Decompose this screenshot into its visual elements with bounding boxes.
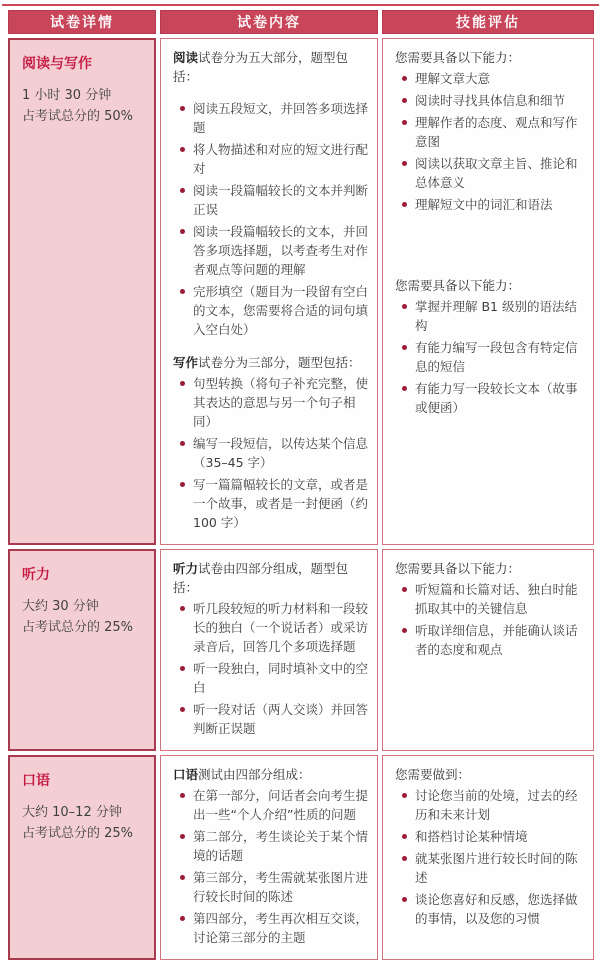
bullet-item: 有能力编写一段包含有特定信息的短信 (395, 338, 588, 376)
bullet-item: 听一段独白，同时填补文中的空白 (173, 659, 372, 697)
writing-content-block (173, 353, 372, 532)
block-lead: 口语 (173, 767, 199, 782)
bullet-item: 编写一段短信，以传达某个信息（35–45 字） (173, 434, 372, 472)
bullet-item: 听几段较短的听力材料和一段较长的独白（一个说话者）或采访录音后，回答几个多项选择题 (173, 599, 372, 656)
bullet-item: 理解作者的态度、观点和写作意图 (395, 113, 588, 151)
bullet-list (173, 374, 372, 532)
section-weight: 占考试总分的 25% (22, 826, 134, 841)
section-duration: 大约 10–12 分钟 (22, 805, 122, 820)
bullet-item: 阅读一段篇幅较长的文本并判断正误 (173, 181, 372, 219)
bullet-list (173, 99, 372, 339)
header-cell-skills-assessed: 技能评估 (382, 10, 594, 34)
bullet-item: 第二部分，考生谈论关于某个情境的话题 (173, 827, 372, 865)
content-cell-reading-writing (160, 38, 378, 545)
section-weight: 占考试总分的 25% (22, 620, 134, 635)
block-intro: 写作试卷分为三部分，题型包括： (173, 355, 361, 370)
block-intro: 您需要具备以下能力： (395, 278, 521, 293)
bullet-item: 阅读时寻找具体信息和细节 (395, 91, 588, 110)
skills-cell-reading-writing (382, 38, 594, 545)
bullet-item: 阅读一段篇幅较长的文本，并回答多项选择题，以考查考生对作者观点等问题的理解 (173, 222, 372, 279)
bullet-item: 听取详细信息，并能确认谈话者的态度和观点 (395, 621, 588, 659)
label-cell-reading-writing (8, 38, 156, 545)
bullet-item: 听一段对话（两人交谈）并回答判断正误题 (173, 700, 372, 738)
bullet-list (395, 69, 588, 214)
bullet-item: 句型转换（将句子补充完整，使其表达的意思与另一个句子相同） (173, 374, 372, 431)
section-title: 听力 (22, 567, 50, 583)
reading-skills-block (395, 48, 588, 214)
block-lead: 阅读 (173, 50, 199, 65)
header-row (8, 10, 594, 34)
bullet-item: 第三部分，考生需就某张图片进行较长时间的陈述 (173, 868, 372, 906)
bullet-item: 有能力写一段较长文本（故事或便函） (395, 379, 588, 417)
top-border-rule (2, 4, 599, 6)
bullet-list (395, 580, 588, 659)
bullet-item: 和搭档讨论某种情境 (395, 827, 588, 846)
bullet-item: 听短篇和长篇对话、独白时能抓取其中的关键信息 (395, 580, 588, 618)
bullet-item: 写一篇篇幅较长的文章，或者是一个故事，或者是一封便函（约 100 字） (173, 475, 372, 532)
label-cell-speaking (8, 755, 156, 960)
reading-content-block (173, 48, 372, 339)
listening-content-block (173, 559, 372, 738)
bullet-list (395, 786, 588, 928)
bullet-item: 阅读五段短文，并回答多项选择题 (173, 99, 372, 137)
block-intro: 口语测试由四部分组成： (173, 767, 311, 782)
block-intro: 您需要具备以下能力： (395, 561, 521, 576)
section-title: 口语 (22, 773, 50, 789)
table-row-listening (8, 549, 594, 751)
section-weight: 占考试总分的 50% (22, 109, 134, 124)
speaking-skills-block (395, 765, 588, 928)
block-intro: 您需要做到： (395, 767, 471, 782)
bullet-item: 理解文章大意 (395, 69, 588, 88)
skills-cell-speaking (382, 755, 594, 960)
section-duration: 大约 30 分钟 (22, 599, 99, 614)
bullet-list (173, 599, 372, 738)
bullet-list (173, 786, 372, 947)
section-duration: 1 小时 30 分钟 (22, 88, 112, 103)
bullet-list (395, 297, 588, 417)
bullet-item: 掌握并理解 B1 级别的语法结构 (395, 297, 588, 335)
bullet-item: 理解短文中的词汇和语法 (395, 195, 588, 214)
header-cell-paper-content: 试卷内容 (160, 10, 378, 34)
table-row-speaking (8, 755, 594, 960)
bullet-item: 讨论您当前的处境，过去的经历和未来计划 (395, 786, 588, 824)
block-intro: 您需要具备以下能力： (395, 50, 521, 65)
block-intro: 阅读试卷分为五大部分，题型包括： (173, 50, 349, 84)
bullet-item: 第四部分，考生再次相互交谈，讨论第三部分的主题 (173, 909, 372, 947)
skills-cell-listening (382, 549, 594, 751)
speaking-content-block (173, 765, 372, 947)
block-intro: 听力试卷由四部分组成，题型包括： (173, 561, 349, 595)
table-row-reading-writing (8, 38, 594, 545)
listening-skills-block (395, 559, 588, 659)
block-lead: 写作 (173, 355, 199, 370)
exam-overview-table (0, 10, 601, 974)
bullet-item: 阅读以获取文章主旨、推论和总体意义 (395, 154, 588, 192)
bullet-item: 谈论您喜好和反感，您选择做的事情，以及您的习惯 (395, 890, 588, 928)
content-cell-speaking (160, 755, 378, 960)
bullet-item: 完形填空（题目为一段留有空白的文本，您需要将合适的词句填入空白处） (173, 282, 372, 339)
bullet-item: 将人物描述和对应的短文进行配对 (173, 140, 372, 178)
label-cell-listening (8, 549, 156, 751)
content-cell-listening (160, 549, 378, 751)
bullet-item: 在第一部分，问话者会向考生提出一些“个人介绍”性质的问题 (173, 786, 372, 824)
writing-skills-block (395, 276, 588, 417)
section-title: 阅读与写作 (22, 56, 92, 72)
block-lead: 听力 (173, 561, 199, 576)
bullet-item: 就某张图片进行较长时间的陈述 (395, 849, 588, 887)
header-cell-paper-details: 试卷详情 (8, 10, 156, 34)
